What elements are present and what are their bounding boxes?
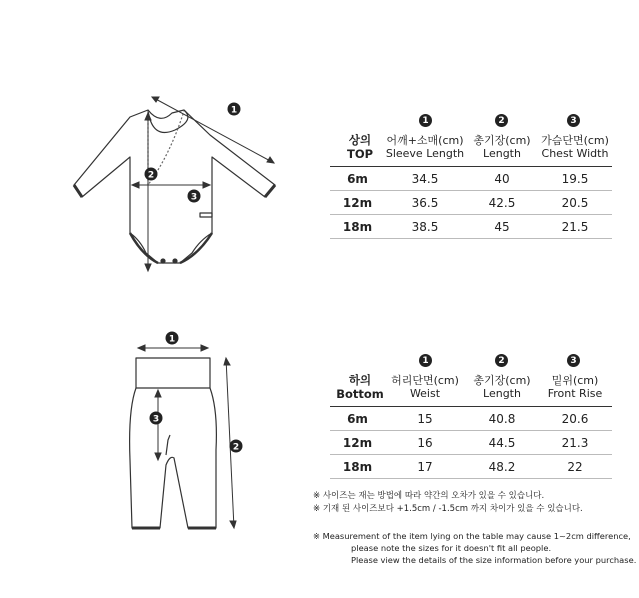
top-col1-header-ko: 어깨+소매(cm)	[386, 134, 464, 147]
bottom-label-ko: 하의	[348, 373, 372, 387]
bottom-row2-size: 12m	[342, 436, 373, 450]
bottom-col1-header-ko: 허리단면(cm)	[391, 374, 459, 387]
bottom-row1-v2: 40.8	[488, 412, 516, 426]
bottom-col1-header-en: Weist	[409, 387, 441, 400]
bottom-row3-v1: 17	[417, 460, 433, 474]
top-col3-number: 3	[567, 114, 580, 127]
note-ko-1: ※ 사이즈는 재는 방법에 따라 약간의 오차가 있을 수 있습니다.	[313, 491, 545, 501]
bottom-row3-size: 18m	[342, 460, 373, 474]
top-row1-v1: 34.5	[411, 172, 439, 186]
bottom-col2-number: 2	[495, 354, 508, 367]
bottom-measure-2-label: 2	[232, 442, 240, 453]
bottom-row3-v3: 22	[567, 460, 583, 474]
bodysuit-illustration	[60, 85, 300, 285]
top-row2-v1: 36.5	[411, 196, 439, 210]
note-en-3: Please view the details of the size information before your purchase.	[351, 555, 637, 565]
bottom-row3-v2: 48.2	[488, 460, 516, 474]
bottom-col3-number: 3	[567, 354, 580, 367]
bottom-col3-header-ko: 밑위(cm)	[551, 374, 599, 387]
note-en-2: please note the sizes for it doesn't fit all people.	[351, 543, 552, 553]
bottom-col2-header-ko: 총기장(cm)	[473, 374, 531, 387]
top-row3-v2: 45	[494, 220, 510, 234]
top-col2-number: 2	[495, 114, 508, 127]
top-row2-v3: 20.5	[561, 196, 589, 210]
top-col2-header-en: Length	[483, 147, 521, 160]
bottom-label-en: Bottom	[336, 387, 384, 401]
bottom-col2-header-en: Length	[483, 387, 521, 400]
bottom-size-table	[330, 350, 620, 480]
bottom-col3-header-en: Front Rise	[547, 387, 603, 400]
top-row2-v2: 42.5	[488, 196, 516, 210]
top-row3-size: 18m	[342, 220, 373, 234]
top-row1-v3: 19.5	[561, 172, 589, 186]
top-measure-2-label: 2	[147, 170, 155, 181]
bottom-col1-number: 1	[419, 354, 432, 367]
bottom-row1-v3: 20.6	[561, 412, 589, 426]
bottom-measure-3-label: 3	[152, 414, 160, 425]
pants-illustration	[110, 330, 260, 540]
top-col2-header-ko: 총기장(cm)	[473, 134, 531, 147]
top-col1-header-en: Sleeve Length	[385, 147, 465, 160]
top-label-ko: 상의	[348, 133, 372, 147]
bottom-measure-1-label: 1	[168, 334, 176, 345]
top-row2-size: 12m	[342, 196, 373, 210]
top-col3-header-en: Chest Width	[541, 147, 609, 160]
top-label-en: TOP	[346, 147, 374, 161]
top-row3-v1: 38.5	[411, 220, 439, 234]
bottom-row2-v3: 21.3	[561, 436, 589, 450]
notes-korean	[313, 490, 583, 516]
top-measure-1-label: 1	[230, 105, 238, 116]
top-row1-size: 6m	[347, 172, 368, 186]
notes-english	[313, 530, 636, 566]
bottom-row1-size: 6m	[347, 412, 368, 426]
bottom-row2-v1: 16	[417, 436, 433, 450]
top-col3-header-ko: 가슴단면(cm)	[541, 134, 609, 147]
top-row1-v2: 40	[494, 172, 510, 186]
top-measure-3-label: 3	[190, 192, 198, 203]
bottom-row1-v1: 15	[417, 412, 433, 426]
note-en-1: ※ Measurement of the item lying on the table may cause 1~2cm difference,	[313, 531, 631, 541]
top-row3-v3: 21.5	[561, 220, 589, 234]
top-col1-number: 1	[419, 114, 432, 127]
note-ko-2: ※ 기재 된 사이즈보다 +1.5cm / -1.5cm 까지 차이가 있을 수 있습니다.	[313, 504, 583, 514]
bottom-row2-v2: 44.5	[488, 436, 516, 450]
top-size-table	[330, 110, 620, 240]
